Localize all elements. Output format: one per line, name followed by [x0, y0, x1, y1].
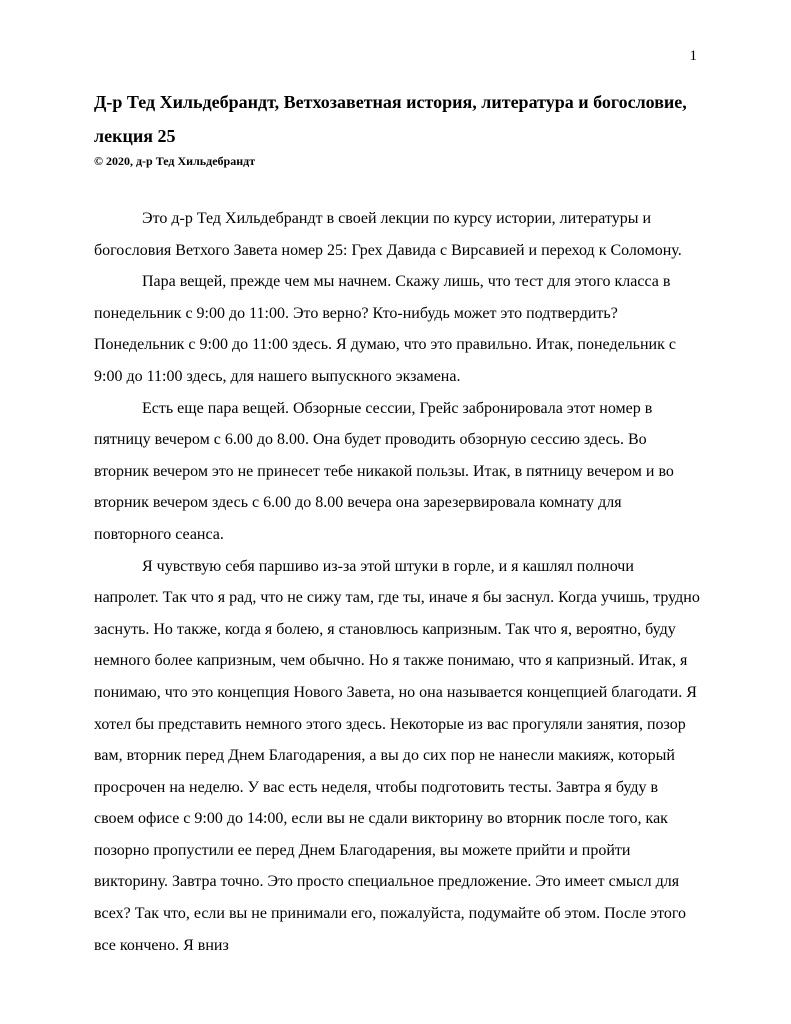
- paragraph-3: Есть еще пара вещей. Обзорные сессии, Грейс забронировала этот номер в пятницу вечером с 6.00 до 8.00. Она будет проводить обзорную сессию здесь. Во вторник вечером это не принесет тебе никакой пользы. Итак, в пятницу вечером и во вторник вечером здесь с 6.00 до 8.00 вечера она зарезервировала комнату для повторного сеанса.: [94, 399, 674, 543]
- page-number: 1: [689, 48, 697, 64]
- paragraph-4: Я чувствую себя паршиво из-за этой штуки в горле, и я кашлял полночи напролет. Так что я рад, что не сижу там, где ты, иначе я бы заснул. Когда учишь, трудно заснуть. Но также, когда я болею, я становлюсь капризным. Так что я, вероятно, буду немного более капризным, чем обычно. Но я также понимаю, что я капризный. Итак, я понимаю, что это концепция Нового Завета, но она называется концепцией благодати. Я хотел бы представить немного этого здесь. Некоторые из вас прогуляли занятия, позор вам, вторник перед Днем Благодарения, а вы до сих пор не нанесли макияж, который просрочен на неделю. У вас есть неделя, чтобы подготовить тесты. Завтра я буду в своем офисе с 9:00 до 14:00, если вы не сдали викторину во вторник после того, как позорно пропустили ее перед Днем Благодарения, вы можете прийти и пройти викторину. Завтра точно. Это просто специальное предложение. Это имеет смысл для всех? Так что, если вы не принимали его, пожалуйста, подумайте об этом. После этого все кончено. Я вниз: [94, 557, 700, 954]
- body-text: [94, 203, 700, 961]
- copyright-line: © 2020, д-р Тед Хильдебрандт: [94, 154, 256, 168]
- document-title: Д-р Тед Хильдебрандт, Ветхозаветная история, литература и богословие, лекция 25: [94, 92, 687, 146]
- paragraph-1: Это д-р Тед Хильдебрандт в своей лекции по курсу истории, литературы и богословия Ветхого Завета номер 25: Грех Давида с Вирсавией и переход к Соломону.: [94, 210, 682, 259]
- paragraph-2: Пара вещей, прежде чем мы начнем. Скажу лишь, что тест для этого класса в понедельник с 9:00 до 11:00. Это верно? Кто-нибудь может это подтвердить? Понедельник с 9:00 до 11:00 здесь. Я думаю, что это правильно. Итак, понедельник с 9:00 до 11:00 здесь, для нашего выпускного экзамена.: [94, 273, 676, 385]
